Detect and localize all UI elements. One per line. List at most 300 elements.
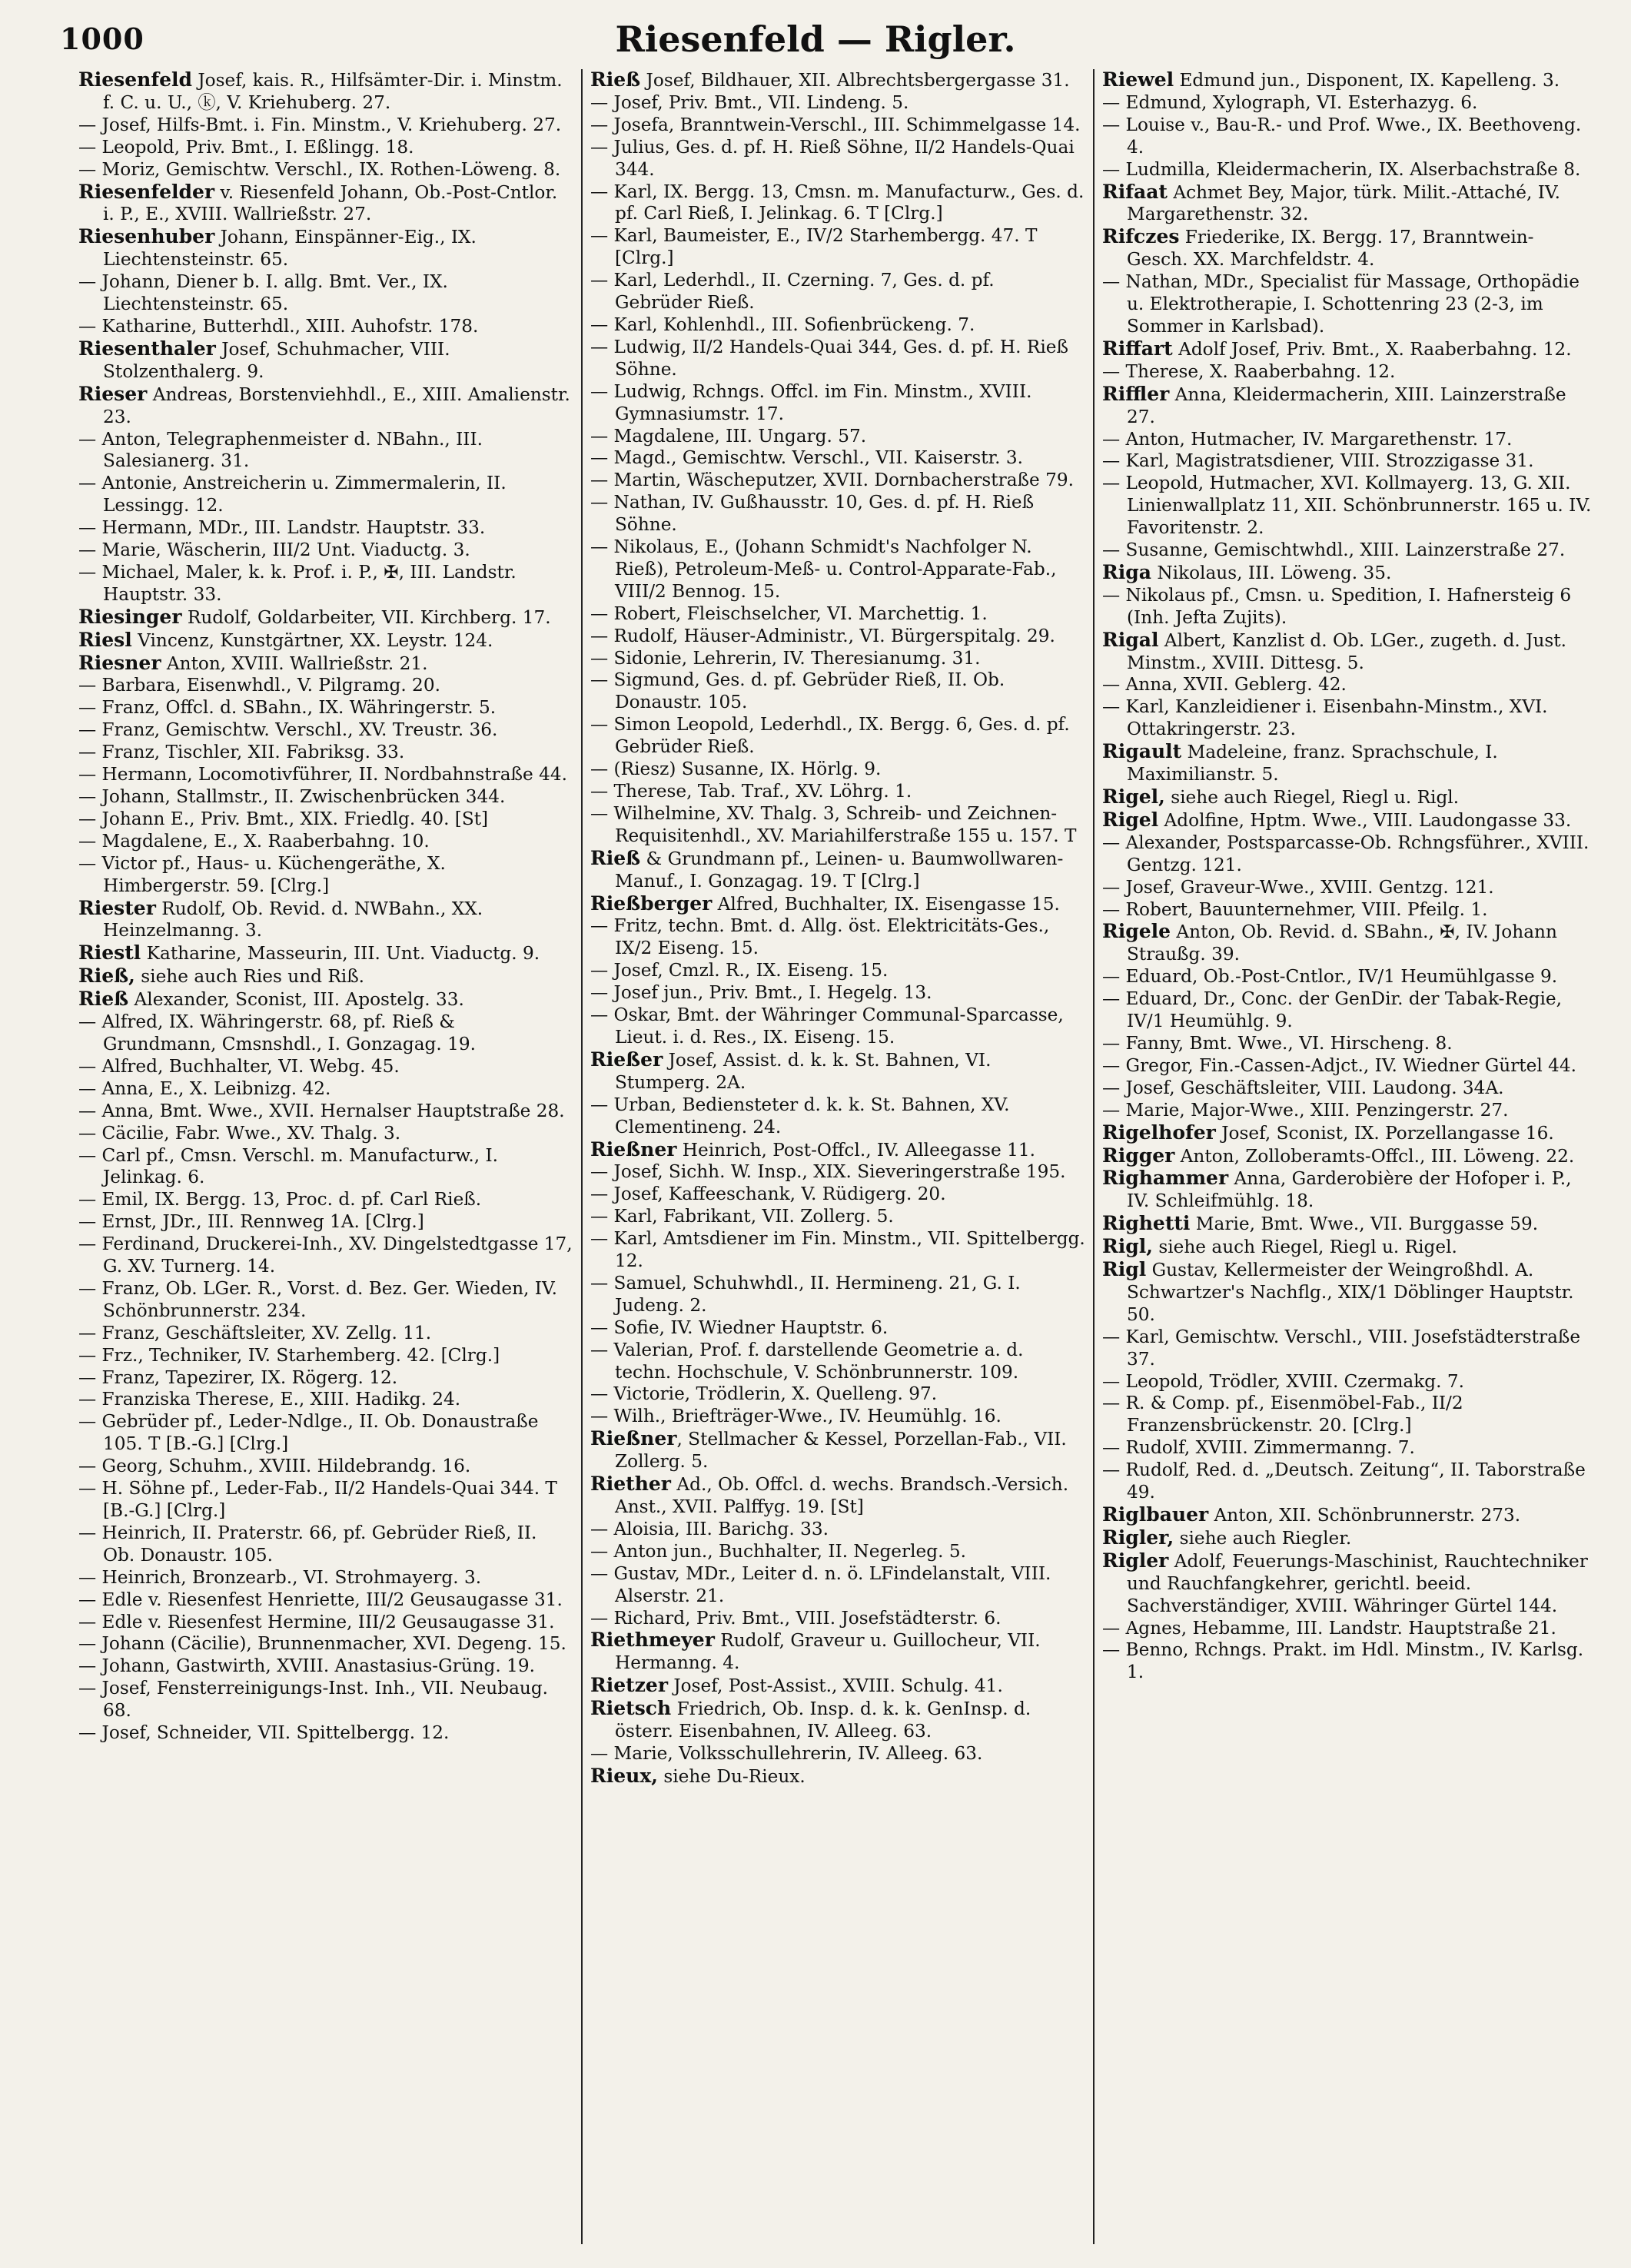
entry-surname: Riesenhuber xyxy=(78,225,215,248)
column-left xyxy=(71,69,581,2244)
entry-text: siehe auch Ries und Riß. xyxy=(135,966,365,988)
directory-entry xyxy=(590,1094,1085,1139)
entry-text: — Ernst, JDr., III. Rennweg 1A. [Clrg.] xyxy=(78,1211,424,1233)
entry-text: — Leopold, Priv. Bmt., I. Eßlingg. 18. xyxy=(78,136,414,158)
entry-text: — R. & Comp. pf., Eisenmöbel-Fab., II/2 Franzensbrückenstr. 20. [Clrg.] xyxy=(1102,1393,1463,1436)
entry-text: Anton, XVIII. Wallrießstr. 21. xyxy=(161,653,428,674)
entry-surname: Rifczes xyxy=(1102,225,1180,248)
entry-surname: Rieß xyxy=(590,846,641,869)
entry-text: — Cäcilie, Fabr. Wwe., XV. Thalg. 3. xyxy=(78,1122,401,1144)
entry-surname: Rifaat xyxy=(1102,180,1168,203)
entry-text: — Anna, XVII. Geblerg. 42. xyxy=(1102,674,1347,696)
directory-entry xyxy=(590,603,1085,626)
directory-entry xyxy=(1102,585,1593,629)
column-middle xyxy=(581,69,1093,2244)
directory-entry xyxy=(1102,361,1593,384)
entry-text: — Alfred, Buchhalter, VI. Webg. 45. xyxy=(78,1055,400,1077)
directory-entry xyxy=(590,69,1085,92)
directory-entry xyxy=(78,1633,573,1655)
directory-entry xyxy=(590,759,1085,781)
directory-entry xyxy=(78,1456,573,1478)
directory-entry xyxy=(590,1184,1085,1206)
directory-entry xyxy=(590,1473,1085,1519)
entry-surname: Rigger xyxy=(1102,1144,1175,1167)
directory-entry xyxy=(1102,92,1593,115)
entry-text: — Benno, Rchngs. Prakt. im Hdl. Minstm., IV. Karlsg. 1. xyxy=(1102,1639,1584,1683)
entry-text: Adolf Josef, Priv. Bmt., X. Raaberbahng. 12. xyxy=(1172,338,1572,360)
entry-text: Josef, Assist. d. k. k. St. Bahnen, VI. Stumperg. 2A. xyxy=(615,1049,992,1093)
directory-entry xyxy=(590,1519,1085,1541)
directory-entry xyxy=(1102,877,1593,899)
entry-surname: Riesenfelder xyxy=(78,180,215,203)
entry-text: — Franz, Tischler, XII. Fabriksg. 33. xyxy=(78,742,405,763)
entry-text: — Johann (Cäcilie), Brunnenmacher, XVI. Degeng. 15. xyxy=(78,1633,566,1655)
directory-entry xyxy=(78,786,573,809)
entry-text: — Hermann, MDr., III. Landstr. Hauptstr. 33. xyxy=(78,517,486,539)
directory-entry xyxy=(1102,1393,1593,1437)
entry-text: — Anna, Bmt. Wwe., XVII. Hernalser Hauptstraße 28. xyxy=(78,1100,565,1121)
entry-text: siehe auch Riegel, Riegl u. Rigel. xyxy=(1152,1237,1457,1258)
directory-entry xyxy=(1102,159,1593,181)
directory-entry xyxy=(1102,1236,1593,1259)
page-number: 1000 xyxy=(60,22,144,56)
entry-text: — Barbara, Eisenwhdl., V. Pilgramg. 20. xyxy=(78,675,440,696)
entry-text: — Anton, Hutmacher, IV. Margarethenstr. 17. xyxy=(1102,428,1513,450)
entry-text: siehe Du-Rieux. xyxy=(657,1765,806,1787)
entry-text: — Alexander, Postsparcasse-Ob. Rchngsführer., XVIII. Gentzg. 121. xyxy=(1102,832,1589,875)
directory-entry xyxy=(78,898,573,943)
entry-text: — Johann, Diener b. I. allg. Bmt. Ver., IX. Liechtensteinstr. 65. xyxy=(78,271,448,315)
directory-entry xyxy=(590,1383,1085,1406)
entry-surname: Rieß xyxy=(78,988,129,1011)
entry-text: — Nathan, MDr., Specialist für Massage, Orthopädie u. Elektrotherapie, I. Schottenring 23 (2-3, im Sommer in Karlsbad). xyxy=(1102,271,1580,337)
directory-entry xyxy=(78,853,573,898)
entry-surname: Riestl xyxy=(78,941,141,965)
entry-text: Anton, XII. Schönbrunnerstr. 273. xyxy=(1208,1505,1521,1526)
directory-entry xyxy=(1102,429,1593,451)
directory-entry xyxy=(78,965,573,988)
entry-text: — Magd., Gemischtw. Verschl., VII. Kaiserstr. 3. xyxy=(590,447,1024,469)
directory-entry xyxy=(590,181,1085,226)
directory-entry xyxy=(1102,1100,1593,1122)
entry-surname: Riesl xyxy=(78,628,132,651)
directory-entry xyxy=(1102,540,1593,562)
entry-surname: Rieß xyxy=(590,69,641,91)
entry-text: — Franz, Tapezirer, IX. Rögerg. 12. xyxy=(78,1366,398,1388)
directory-entry xyxy=(78,1567,573,1589)
entry-text: — Anton jun., Buchhalter, II. Negerleg. 5. xyxy=(590,1540,966,1562)
directory-entry xyxy=(1102,338,1593,361)
entry-surname: Rigler, xyxy=(1102,1526,1174,1549)
entry-text: — Magdalene, III. Ungarg. 57. xyxy=(590,425,867,447)
directory-entry xyxy=(590,447,1085,470)
directory-entry xyxy=(590,1273,1085,1317)
entry-text: — Sofie, IV. Wiedner Hauptstr. 6. xyxy=(590,1317,889,1338)
directory-entry xyxy=(590,225,1085,270)
entry-text: Vincenz, Kunstgärtner, XX. Leystr. 124. xyxy=(131,629,493,651)
directory-entry xyxy=(78,226,573,271)
entry-text: Achmet Bey, Major, türk. Milit.-Attaché, IV. Margarethenstr. 32. xyxy=(1127,181,1560,225)
entry-text: — Louise v., Bau-R.- und Prof. Wwe., IX. Beethoveng. 4. xyxy=(1102,114,1582,158)
entry-text: — Eduard, Ob.-Post-Cntlor., IV/1 Heumühlgasse 9. xyxy=(1102,966,1558,988)
directory-entry xyxy=(1102,741,1593,786)
directory-entry xyxy=(1102,1459,1593,1504)
entry-text: — Ludwig, II/2 Handels-Quai 344, Ges. d. pf. H. Rieß Söhne. xyxy=(590,336,1068,380)
directory-entry xyxy=(78,1678,573,1722)
entry-text: — Moriz, Gemischtw. Verschl., IX. Rothen-Löweng. 8. xyxy=(78,158,561,180)
entry-text: Josef, Schuhmacher, VIII. Stolzenthalerg. 9. xyxy=(103,338,450,382)
entry-text: Rudolf, Graveur u. Guillocheur, VII. Hermanng. 4. xyxy=(615,1630,1041,1674)
directory-entry xyxy=(1102,629,1593,675)
directory-entry xyxy=(1102,1122,1593,1145)
entry-text: — Karl, Lederhdl., II. Czerning. 7, Ges. d. pf. Gebrüder Rieß. xyxy=(590,270,995,314)
entry-text: — Karl, Gemischtw. Verschl., VIII. Josefstädterstraße 37. xyxy=(1102,1326,1581,1370)
entry-text: Katharine, Masseurin, III. Unt. Viaductg. 9. xyxy=(141,943,540,965)
directory-entry xyxy=(1102,69,1593,92)
entry-text: — Josef, Kaffeeschank, V. Rüdigerg. 20. xyxy=(590,1184,946,1205)
entry-text: — Karl, Amtsdiener im Fin. Minstm., VII. Spittelbergg. 12. xyxy=(590,1228,1085,1272)
entry-text: — Marie, Volksschullehrerin, IV. Alleeg. 63. xyxy=(590,1742,983,1764)
entry-text: — Michael, Maler, k. k. Prof. i. P., ✠, III. Landstr. Hauptstr. 33. xyxy=(78,561,517,605)
entry-surname: Rigele xyxy=(1102,920,1171,943)
entry-text: — Gregor, Fin.-Cassen-Adjct., IV. Wiedner Gürtel 44. xyxy=(1102,1054,1577,1076)
directory-entry xyxy=(590,648,1085,670)
entry-text: — Marie, Wäscherin, III/2 Unt. Viaductg. 3. xyxy=(78,540,470,561)
directory-entry xyxy=(1102,988,1593,1033)
entry-surname: Riesenfeld xyxy=(78,69,192,91)
directory-entry xyxy=(590,1406,1085,1428)
entry-text: — Franz, Geschäftsleiter, XV. Zellg. 11. xyxy=(78,1322,432,1343)
directory-entry xyxy=(78,1189,573,1211)
entry-surname: Rigel, xyxy=(1102,785,1165,808)
directory-entry xyxy=(1102,1145,1593,1168)
entry-text: — (Riesz) Susanne, IX. Hörlg. 9. xyxy=(590,759,882,780)
directory-entry xyxy=(590,426,1085,448)
directory-entry xyxy=(590,893,1085,916)
directory-entry xyxy=(590,492,1085,536)
entry-text: & Grundmann pf., Leinen- u. Baumwollwaren-Manuf., I. Gonzagag. 19. T [Clrg.] xyxy=(615,848,1064,892)
directory-entry xyxy=(1102,450,1593,473)
directory-entry xyxy=(78,181,573,227)
entry-text: — Johann, Gastwirth, XVIII. Anastasius-Grüng. 19. xyxy=(78,1655,536,1677)
entry-text: — Josef, Geschäftsleiter, VIII. Laudong. 34A. xyxy=(1102,1077,1504,1098)
entry-text: — Eduard, Dr., Conc. der GenDir. der Tabak-Regie, IV/1 Heumühlg. 9. xyxy=(1102,988,1563,1032)
entry-text: , Stellmacher & Kessel, Porzellan-Fab., VII. Zollerg. 5. xyxy=(615,1429,1067,1473)
entry-text: — Ludwig, Rchngs. Offcl. im Fin. Minstm., XVIII. Gymnasiumstr. 17. xyxy=(590,380,1032,424)
entry-text: — Samuel, Schuhwhdl., II. Hermineng. 21, G. I. Judeng. 2. xyxy=(590,1272,1021,1316)
entry-text: Edmund jun., Disponent, IX. Kapelleng. 3. xyxy=(1174,70,1560,91)
entry-surname: Rigault xyxy=(1102,740,1182,763)
directory-entry xyxy=(590,915,1085,960)
entry-text: — Franz, Offcl. d. SBahn., IX. Währingerstr. 5. xyxy=(78,697,497,719)
directory-entry xyxy=(78,137,573,159)
entry-text: — Simon Leopold, Lederhdl., IX. Bergg. 6, Ges. d. pf. Gebrüder Rieß. xyxy=(590,714,1070,758)
entry-text: — Karl, Baumeister, E., IV/2 Starhembergg. 47. T [Clrg.] xyxy=(590,225,1038,269)
entry-text: Adolf, Feuerungs-Maschinist, Rauchtechniker und Rauchfangkehrer, gerichtl. beeid. Sachverständiger, XVIII. Währinger Gürtel 144. xyxy=(1127,1550,1588,1616)
entry-text: siehe auch Riegler. xyxy=(1174,1527,1352,1549)
directory-entry xyxy=(1102,1437,1593,1459)
directory-entry xyxy=(78,540,573,562)
entry-surname: Rießner xyxy=(590,1427,677,1450)
entry-text: — Anton, Telegraphenmeister d. NBahn., III. Salesianerg. 31. xyxy=(78,428,483,472)
directory-entry xyxy=(590,1004,1085,1049)
entry-text: — Sigmund, Ges. d. pf. Gebrüder Rieß, II. Ob. Donaustr. 105. xyxy=(590,669,1005,713)
directory-entry xyxy=(78,1478,573,1523)
directory-entry xyxy=(1102,966,1593,988)
entry-text: Anton, Zolloberamts-Offcl., III. Löweng. 22. xyxy=(1174,1145,1575,1167)
entry-text: — Heinrich, II. Praterstr. 66, pf. Gebrüder Rieß, II. Ob. Donaustr. 105. xyxy=(78,1522,537,1566)
directory-entry xyxy=(78,719,573,742)
entry-surname: Rigl, xyxy=(1102,1235,1153,1258)
entry-text: — Rudolf, Red. d. „Deutsch. Zeitung“, II. Taborstraße 49. xyxy=(1102,1459,1586,1503)
directory-entry xyxy=(1102,1550,1593,1618)
directory-entry xyxy=(78,1101,573,1123)
directory-entry xyxy=(1102,115,1593,159)
entry-surname: Riewel xyxy=(1102,69,1174,91)
entry-text: Adolfine, Hptm. Wwe., VIII. Laudongasse 33. xyxy=(1158,809,1572,831)
entry-surname: Rietzer xyxy=(590,1674,669,1697)
directory-entry xyxy=(78,764,573,786)
directory-entry xyxy=(78,809,573,831)
entry-text: — Josef, Cmzl. R., IX. Eiseng. 15. xyxy=(590,960,889,981)
entry-text: Anna, Kleidermacherin, XIII. Lainzerstraße 27. xyxy=(1127,384,1566,427)
directory-entry xyxy=(590,115,1085,137)
directory-entry xyxy=(78,831,573,853)
directory-entry xyxy=(78,697,573,719)
directory-entry xyxy=(78,1589,573,1612)
directory-entry xyxy=(590,1161,1085,1184)
entry-surname: Rietsch xyxy=(590,1697,672,1720)
directory-entry xyxy=(590,1428,1085,1473)
directory-entry xyxy=(78,115,573,137)
entry-surname: Riffler xyxy=(1102,382,1170,405)
directory-entry xyxy=(590,1608,1085,1630)
directory-entry xyxy=(78,1078,573,1101)
directory-entry xyxy=(78,1278,573,1323)
entry-text: Anton, Ob. Revid. d. SBahn., ✠, IV. Johann Straußg. 39. xyxy=(1127,921,1557,965)
directory-entry xyxy=(590,536,1085,603)
directory-entry xyxy=(78,69,573,115)
entry-text: siehe auch Riegel, Riegl u. Rigl. xyxy=(1164,787,1460,808)
directory-entry xyxy=(78,1323,573,1345)
directory-entry xyxy=(78,1655,573,1678)
entry-text: — Josef, Graveur-Wwe., XVIII. Gentzg. 121. xyxy=(1102,876,1494,898)
directory-entry xyxy=(590,381,1085,426)
entry-text: — Therese, Tab. Traf., XV. Löhrg. 1. xyxy=(590,781,912,802)
entry-text: — Edle v. Riesenfest Hermine, III/2 Geusaugasse 31. xyxy=(78,1611,555,1632)
directory-entry xyxy=(78,562,573,606)
directory-entry xyxy=(590,92,1085,115)
running-head: Riesenfeld — Rigler. xyxy=(615,18,1016,60)
entry-text: — Josef, Priv. Bmt., VII. Lindeng. 5. xyxy=(590,91,909,113)
directory-entry xyxy=(78,338,573,384)
directory-entry xyxy=(590,1541,1085,1563)
entry-surname: Riesinger xyxy=(78,605,182,628)
directory-entry xyxy=(1102,1639,1593,1684)
entry-text: — Susanne, Gemischtwhdl., XIII. Lainzerstraße 27. xyxy=(1102,540,1566,561)
entry-surname: Riethmeyer xyxy=(590,1629,715,1652)
entry-surname: Rigl xyxy=(1102,1258,1147,1281)
entry-text: Marie, Bmt. Wwe., VII. Burggasse 59. xyxy=(1190,1214,1539,1235)
directory-entry xyxy=(78,1123,573,1145)
directory-entry xyxy=(1102,1259,1593,1327)
entry-text: — Edle v. Riesenfest Henriette, III/2 Geusaugasse 31. xyxy=(78,1589,563,1610)
directory-entry xyxy=(590,1563,1085,1608)
entry-text: — Karl, Magistratsdiener, VIII. Strozzigasse 31. xyxy=(1102,450,1534,472)
entry-text: — Julius, Ges. d. pf. H. Rieß Söhne, II/2 Handels-Quai 344. xyxy=(590,136,1075,180)
entry-text: — Carl pf., Cmsn. Verschl. m. Manufacturw., I. Jelinkag. 6. xyxy=(78,1144,499,1188)
entry-text: — Fanny, Bmt. Wwe., VI. Hirscheng. 8. xyxy=(1102,1032,1453,1054)
entry-surname: Riesner xyxy=(78,651,161,674)
entry-text: — Wilhelmine, XV. Thalg. 3, Schreib- und Zeichnen-Requisitenhdl., XV. Mariahilferstraße 155 u. 157. T xyxy=(590,802,1077,846)
directory-entry xyxy=(78,1722,573,1745)
directory-entry xyxy=(590,1698,1085,1743)
directory-entry xyxy=(78,606,573,629)
directory-entry xyxy=(590,137,1085,181)
directory-entry xyxy=(78,271,573,316)
entry-surname: Riglbauer xyxy=(1102,1503,1209,1526)
entry-text: — Anna, E., X. Leibnizg. 42. xyxy=(78,1078,331,1099)
entry-text: Ad., Ob. Offcl. d. wechs. Brandsch.-Versich. Anst., XVII. Palffyg. 19. [St] xyxy=(615,1474,1069,1517)
directory-entry xyxy=(78,1011,573,1056)
entry-text: — Josef, Sichh. W. Insp., XIX. Sieveringerstraße 195. xyxy=(590,1161,1066,1183)
directory-entry xyxy=(590,960,1085,982)
directory-entry xyxy=(1102,1504,1593,1527)
entry-text: — Gebrüder pf., Leder-Ndlge., II. Ob. Donaustraße 105. T [B.-G.] [Clrg.] xyxy=(78,1411,539,1455)
directory-entry xyxy=(590,1340,1085,1384)
directory-entry xyxy=(78,316,573,338)
entry-text: — Katharine, Butterhdl., XIII. Auhofstr. 178. xyxy=(78,315,479,337)
directory-entry xyxy=(78,1234,573,1278)
directory-entry xyxy=(1102,271,1593,338)
entry-text: — Emil, IX. Bergg. 13, Proc. d. pf. Carl Rieß. xyxy=(78,1189,482,1210)
entry-surname: Riester xyxy=(78,896,156,919)
directory-entry xyxy=(78,742,573,764)
directory-entry xyxy=(1102,1167,1593,1213)
directory-entry xyxy=(78,629,573,653)
entry-text: — Therese, X. Raaberbahng. 12. xyxy=(1102,360,1396,382)
entry-surname: Righetti xyxy=(1102,1212,1191,1235)
entry-text: — Wilh., Briefträger-Wwe., IV. Heumühlg. 16. xyxy=(590,1406,1002,1427)
entry-text: — Ferdinand, Druckerei-Inh., XV. Dingelstedtgasse 17, G. XV. Turnerg. 14. xyxy=(78,1234,573,1277)
directory-entry xyxy=(78,653,573,676)
directory-entry xyxy=(1102,181,1593,227)
entry-text: — Robert, Fleischselcher, VI. Marchettig. 1. xyxy=(590,603,988,624)
directory-entry xyxy=(78,942,573,965)
directory-entry xyxy=(590,1139,1085,1162)
directory-entry xyxy=(590,781,1085,803)
entry-surname: Rigel xyxy=(1102,808,1159,831)
entry-surname: Rigal xyxy=(1102,628,1159,651)
directory-entry xyxy=(1102,899,1593,921)
entry-text: — Victorie, Trödlerin, X. Quelleng. 97. xyxy=(590,1383,938,1405)
directory-entry xyxy=(1102,674,1593,696)
entry-text: — Richard, Priv. Bmt., VIII. Josefstädterstr. 6. xyxy=(590,1607,1002,1629)
entry-text: — Victor pf., Haus- u. Küchengeräthe, X. Himbergerstr. 59. [Clrg.] xyxy=(78,852,446,896)
directory-entry xyxy=(590,982,1085,1004)
directory-entry xyxy=(78,517,573,540)
directory-entry xyxy=(590,1228,1085,1273)
entry-text: — Josef, Hilfs-Bmt. i. Fin. Minstm., V. Kriehuberg. 27. xyxy=(78,114,562,135)
entry-text: Heinrich, Post-Offcl., IV. Alleegasse 11. xyxy=(676,1139,1035,1161)
entry-surname: Righammer xyxy=(1102,1167,1229,1190)
directory-entry xyxy=(78,473,573,517)
entry-text: Josef, Bildhauer, XII. Albrechtsbergergasse 31. xyxy=(640,70,1070,91)
entry-surname: Rießberger xyxy=(590,892,713,915)
entry-text: — Valerian, Prof. f. darstellende Geometrie a. d. techn. Hochschule, V. Schönbrunnerstr. 109. xyxy=(590,1339,1024,1383)
directory-entry xyxy=(78,1345,573,1367)
directory-entry xyxy=(78,1211,573,1234)
directory-entry xyxy=(78,675,573,697)
entry-text: Alfred, Buchhalter, IX. Eisengasse 15. xyxy=(712,893,1060,915)
directory-entry xyxy=(78,384,573,429)
directory-entry xyxy=(78,1411,573,1456)
directory-entry xyxy=(78,1056,573,1078)
columns xyxy=(71,69,1600,2244)
directory-entry xyxy=(590,1765,1085,1788)
directory-entry xyxy=(1102,1371,1593,1393)
directory-entry xyxy=(1102,1055,1593,1078)
directory-entry xyxy=(78,429,573,473)
entry-text: — Rudolf, XVIII. Zimmermanng. 7. xyxy=(1102,1437,1415,1459)
entry-text: — Robert, Bauunternehmer, VIII. Pfeilg. 1. xyxy=(1102,898,1488,920)
directory-entry xyxy=(78,1523,573,1567)
entry-surname: Riesenthaler xyxy=(78,337,216,360)
directory-entry xyxy=(590,1675,1085,1698)
directory-entry xyxy=(1102,1213,1593,1236)
entry-text: — Franziska Therese, E., XIII. Hadikg. 24. xyxy=(78,1389,461,1410)
directory-entry xyxy=(590,803,1085,848)
directory-entry xyxy=(1102,921,1593,966)
entry-text: — Gustav, MDr., Leiter d. n. ö. LFindelanstalt, VIII. Alserstr. 21. xyxy=(590,1562,1051,1606)
entry-text: Josef, Post-Assist., XVIII. Schulg. 41. xyxy=(668,1675,1003,1697)
entry-text: — Oskar, Bmt. der Währinger Communal-Sparcasse, Lieut. i. d. Res., IX. Eiseng. 15. xyxy=(590,1004,1064,1048)
entry-text: Andreas, Borstenviehhdl., E., XIII. Amalienstr. 23. xyxy=(103,384,570,427)
entry-text: — Ludmilla, Kleidermacherin, IX. Alserbachstraße 8. xyxy=(1102,158,1581,180)
directory-entry xyxy=(590,337,1085,381)
directory-entry xyxy=(590,314,1085,337)
entry-text: — Karl, Fabrikant, VII. Zollerg. 5. xyxy=(590,1206,894,1227)
entry-text: — Franz, Gemischtw. Verschl., XV. Treustr. 36. xyxy=(78,719,498,741)
entry-text: — Josef, Fensterreinigungs-Inst. Inh., VII. Neubaug. 68. xyxy=(78,1678,549,1722)
entry-text: — Karl, Kohlenhdl., III. Sofienbrückeng. 7. xyxy=(590,314,975,335)
entry-text: — Leopold, Hutmacher, XVI. Kollmayerg. 13, G. XII. Linienwallplatz 11, XII. Schönbrunnerstr. 165 u. IV. Favoritenstr. 2. xyxy=(1102,473,1592,539)
directory-entry xyxy=(590,848,1085,893)
entry-surname: Riether xyxy=(590,1473,671,1496)
entry-text: Friedrich, Ob. Insp. d. k. k. GenInsp. d. österr. Eisenbahnen, IV. Alleeg. 63. xyxy=(615,1699,1031,1742)
directory-entry xyxy=(590,1629,1085,1675)
directory-entry xyxy=(590,1743,1085,1765)
entry-text: — Karl, Kanzleidiener i. Eisenbahn-Minstm., XVI. Ottakringerstr. 23. xyxy=(1102,696,1548,740)
directory-entry xyxy=(78,988,573,1011)
entry-surname: Rieser xyxy=(78,382,148,405)
entry-text: Josef, Sconist, IX. Porzellangasse 16. xyxy=(1215,1122,1554,1144)
entry-surname: Riffart xyxy=(1102,337,1173,360)
directory-entry xyxy=(590,669,1085,714)
entry-text: Josef, kais. R., Hilfsämter-Dir. i. Minstm. f. C. u. U., ⓚ, V. Kriehuberg. 27. xyxy=(103,70,563,113)
entry-text: — H. Söhne pf., Leder-Fab., II/2 Handels-Quai 344. T [B.-G.] [Clrg.] xyxy=(78,1478,557,1521)
entry-text: Alexander, Sconist, III. Apostelg. 33. xyxy=(128,989,464,1011)
directory-entry xyxy=(78,1612,573,1634)
entry-text: — Edmund, Xylograph, VI. Esterhazyg. 6. xyxy=(1102,91,1478,113)
entry-text: — Johann E., Priv. Bmt., XIX. Friedlg. 40. [St] xyxy=(78,808,489,829)
directory-entry xyxy=(1102,384,1593,429)
entry-surname: Rießner xyxy=(590,1137,677,1161)
directory-entry xyxy=(1102,786,1593,809)
entry-text: — Sidonie, Lehrerin, IV. Theresianumg. 31. xyxy=(590,647,981,669)
entry-text: — Rudolf, Häuser-Administr., VI. Bürgerspitalg. 29. xyxy=(590,625,1055,646)
column-right xyxy=(1093,69,1600,2244)
